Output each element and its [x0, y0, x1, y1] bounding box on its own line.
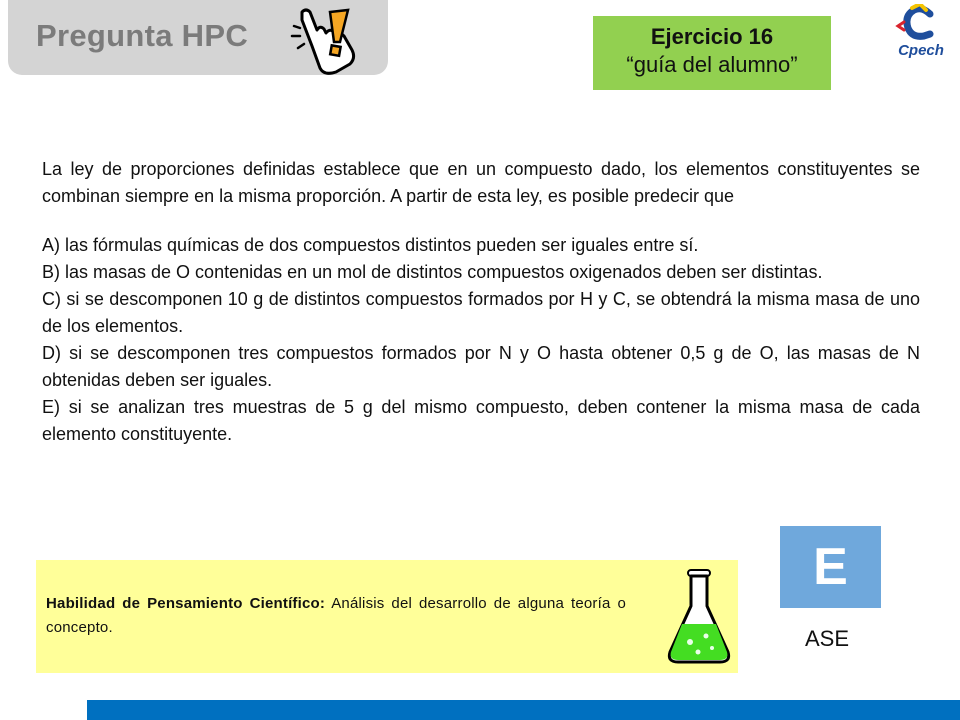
- skill-text: [46, 592, 626, 640]
- skill-description: Análisis del desarrollo de alguna teoría o concepto.: [46, 595, 626, 636]
- pointing-hand-icon: [290, 6, 360, 78]
- logo-text: Cpech: [898, 42, 944, 59]
- option-b: B) las masas de O contenidas en un mol de distintos compuestos oxigenados deben ser distintas.: [42, 262, 823, 282]
- question-stem: La ley de proporciones definidas establece que en un compuesto dado, los elementos constituyentes se combinan siempre en la misma proporción. A partir de esta ley, es posible predecir que: [42, 159, 920, 206]
- exercise-subtitle: “guía del alumno”: [626, 52, 798, 77]
- skill-box: [36, 560, 738, 673]
- option-d: D) si se descomponen tres compuestos formados por N y O hasta obtener 0,5 g de O, las masas de N obtenidas deben ser iguales.: [42, 343, 920, 390]
- exercise-badge: [593, 16, 831, 90]
- footer-bar: [87, 700, 960, 720]
- header-tab: [8, 0, 388, 75]
- question-block: [42, 156, 920, 448]
- skill-label: Habilidad de Pensamiento Científico:: [46, 595, 326, 612]
- page-title: Pregunta HPC: [36, 18, 249, 53]
- flask-icon: [664, 566, 734, 666]
- option-e: E) si se analizan tres muestras de 5 g del mismo compuesto, deben contener la misma masa de cada elemento constituyente.: [42, 397, 920, 444]
- option-c: C) si se descomponen 10 g de distintos compuestos formados por H y C, se obtendrá la misma masa de uno de los elementos.: [42, 289, 920, 336]
- answer-code: ASE: [804, 626, 850, 651]
- option-a: A) las fórmulas químicas de dos compuestos distintos pueden ser iguales entre sí.: [42, 235, 699, 255]
- exercise-title: Ejercicio 16: [650, 24, 774, 49]
- cpech-logo: [890, 4, 952, 64]
- answer-letter: E: [780, 526, 881, 608]
